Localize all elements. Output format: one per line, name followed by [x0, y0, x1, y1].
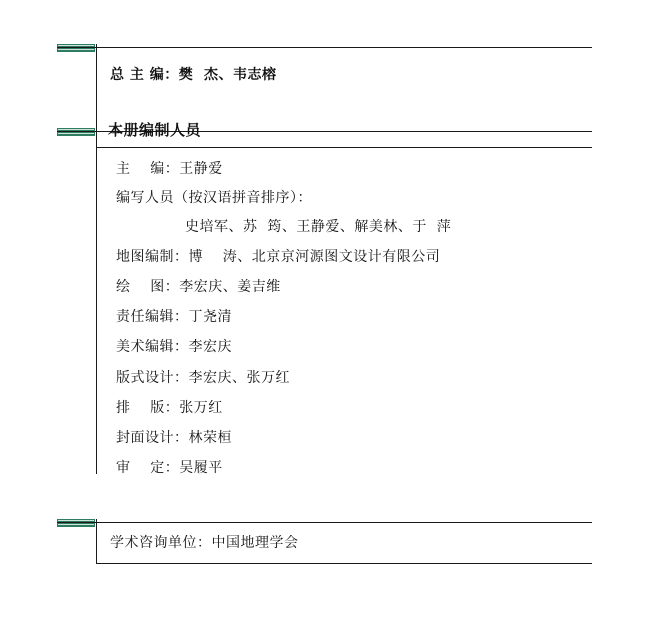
green-hatch-marker-icon	[57, 128, 95, 136]
credit-line: 排 版：张万红	[116, 400, 223, 416]
green-hatch-marker-icon	[57, 44, 95, 52]
horizontal-rule-under-section	[96, 147, 592, 148]
credit-line: 美术编辑：李宏庆	[116, 339, 232, 355]
vertical-rule-credits	[96, 44, 97, 474]
horizontal-rule-advisory-top	[57, 522, 592, 523]
credit-line: 责任编辑：丁尧清	[116, 309, 232, 325]
credit-line: 地图编制：博 涛、北京京河源图文设计有限公司	[116, 249, 441, 265]
chief-editor-line: 总 主 编：樊 杰、韦志榕	[110, 67, 277, 83]
green-hatch-marker-icon	[57, 519, 95, 527]
credit-line: 封面设计：林荣桓	[116, 430, 232, 446]
credit-line: 绘 图：李宏庆、姜吉维	[116, 279, 281, 295]
credit-line: 编写人员（按汉语拼音排序）：	[116, 190, 312, 206]
horizontal-rule-advisory-bottom	[96, 563, 592, 564]
section-title: 本册编制人员	[108, 121, 202, 139]
advisory-line: 学术咨询单位：中国地理学会	[110, 535, 299, 551]
vertical-rule-advisory	[96, 519, 97, 563]
credit-line: 审 定：吴履平	[116, 460, 223, 476]
horizontal-rule-top	[57, 47, 592, 48]
credit-line: 史培军、苏 筠、王静爱、解美林、于 萍	[185, 219, 452, 235]
credit-line: 主 编：王静爱	[116, 161, 223, 177]
credit-line: 版式设计：李宏庆、张万红	[116, 370, 290, 386]
